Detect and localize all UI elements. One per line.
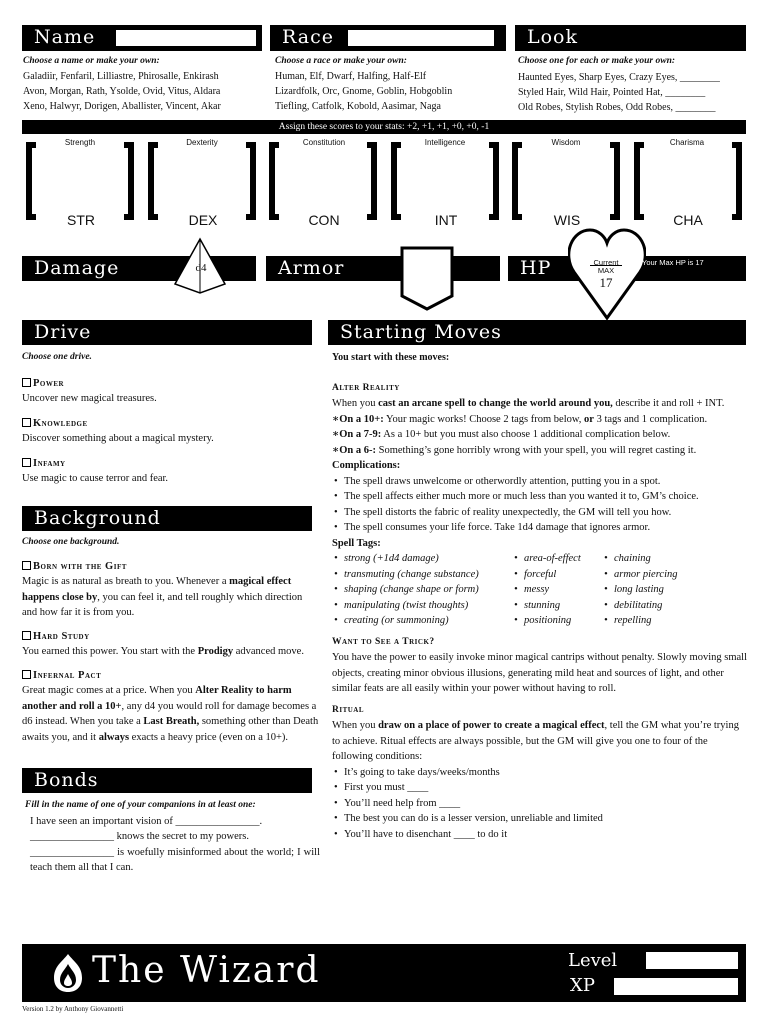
damage-label: Damage [34, 257, 120, 279]
background-title: Background [34, 507, 161, 529]
checkbox[interactable] [22, 561, 31, 570]
checkbox[interactable] [22, 631, 31, 640]
look-options [518, 70, 748, 115]
background-hint: Choose one background. [22, 537, 120, 547]
spell-tag: • shaping (change shape or form) [332, 582, 512, 598]
stat-bracket [508, 140, 624, 222]
move-alter-reality-title: Alter Reality [332, 382, 400, 393]
race-hint: Choose a race or make your own: [275, 56, 407, 66]
level-field[interactable] [646, 952, 738, 969]
look-label: Look [527, 26, 579, 48]
bonds-section [22, 798, 320, 876]
damage-die: d4 [195, 262, 207, 274]
assign-scores-text: Assign these scores to your stats: +2, +1, +1, +0, +0, -1 [278, 122, 490, 132]
spell-tags [332, 551, 748, 629]
spell-tag: • area-of-effect [512, 551, 602, 567]
name-option-line: Avon, Morgan, Rath, Ysolde, Ovid, Vitus, Aldara [23, 86, 221, 97]
drive-section [22, 350, 317, 487]
complication-item: • The spell consumes your life force. Take 1d4 damage that ignores armor. [332, 520, 748, 536]
background-option-born[interactable]: Born with the Gift [22, 559, 320, 575]
hp-label: HP [520, 257, 552, 279]
complications-list [332, 474, 748, 536]
name-label: Name [34, 26, 96, 48]
stat-bracket [387, 140, 503, 222]
drive-option-power[interactable]: Power [22, 376, 317, 392]
level-label: Level [568, 950, 618, 971]
ritual-condition: • First you must ____ [332, 780, 748, 796]
starting-moves-title: Starting Moves [340, 321, 502, 343]
drive-option-text: Use magic to cause terror and fear. [22, 473, 169, 484]
wizard-flame-icon [48, 952, 88, 994]
checkbox[interactable] [22, 458, 31, 467]
spell-tag: • armor piercing [602, 567, 732, 583]
armor-label: Armor [278, 257, 345, 279]
spell-tag: • long lasting [602, 582, 732, 598]
race-options [275, 69, 515, 114]
race-option-line: Tiefling, Catfolk, Kobold, Aasimar, Naga [275, 101, 441, 112]
stat-name-charisma: Charisma [669, 138, 705, 147]
drive-option-infamy[interactable]: Infamy [22, 456, 317, 472]
alter-hit10: ∗On a 10+: Your magic works! Choose 2 tags from below, or 3 tags and 1 complication. [332, 413, 708, 425]
drive-hint: Choose one drive. [22, 352, 92, 362]
checkbox[interactable] [22, 378, 31, 387]
starting-moves-bar [328, 320, 746, 345]
stat-name-wisdom: Wisdom [551, 138, 581, 147]
ritual-condition: • It’s going to take days/weeks/months [332, 765, 748, 781]
look-option-line: Styled Hair, Wild Hair, Pointed Hat, ________ [518, 87, 706, 98]
name-field[interactable] [116, 30, 256, 46]
background-study-text: You earned this power. You start with the Prodigy advanced move. [22, 646, 304, 657]
background-option-pact[interactable]: Infernal Pact [22, 668, 320, 684]
complication-item: • The spell draws unwelcome or otherwordly attention, putting you in a spot. [332, 474, 748, 490]
stat-name-intelligence: Intelligence [424, 138, 466, 147]
bonds-bar [22, 768, 312, 793]
xp-label: XP [570, 975, 595, 996]
spell-tag: • stunning [512, 598, 602, 614]
drive-option-knowledge[interactable]: Knowledge [22, 416, 317, 432]
look-hint: Choose one for each or make your own: [518, 56, 676, 66]
bonds-title: Bonds [34, 769, 99, 791]
stat-name-constitution: Constitution [302, 138, 346, 147]
ritual-condition: • You’ll need help from ____ [332, 796, 748, 812]
spell-tag: • transmuting (change substance) [332, 567, 512, 583]
background-option-study[interactable]: Hard Study [22, 629, 320, 645]
shield-icon[interactable] [399, 246, 455, 312]
complications-label: Complications: [332, 460, 401, 471]
name-option-line: Xeno, Halwyr, Dorigen, Aballister, Vincent, Akar [23, 101, 221, 112]
drive-option-text: Discover something about a magical mystery. [22, 433, 214, 444]
spell-tag: • forceful [512, 567, 602, 583]
look-bar [515, 25, 746, 51]
drive-option-text: Uncover new magical treasures. [22, 393, 157, 404]
background-pact-text: Great magic comes at a price. When you Alter Reality to harm another and roll a 10+, any d4 you would roll for damage becomes a d6 instead. When you take a Last Breath, something other than Death awaits you, and it always exacts a heavy price (even on a 10+). [22, 685, 319, 743]
stat-bracket [144, 140, 260, 222]
race-field[interactable] [348, 30, 494, 46]
drive-bar [22, 320, 312, 345]
stat-bracket [22, 140, 138, 222]
bonds-hint: Fill in the name of one of your companions in at least one: [25, 800, 256, 810]
spell-tags-col [602, 551, 732, 629]
version-note: Version 1.2 by Anthony Giovannetti [22, 1005, 124, 1013]
name-option-line: Galadiir, Fenfaril, Lilliastre, Phirosalle, Enkirash [23, 71, 219, 82]
race-option-line: Human, Elf, Dwarf, Halfing, Half-Elf [275, 71, 427, 82]
spell-tag: • strong (+1d4 damage) [332, 551, 512, 567]
name-bar [22, 25, 262, 51]
spell-tag: • repelling [602, 613, 732, 629]
bond-line[interactable]: ________________ knows the secret to my powers. [30, 831, 250, 842]
spell-tag: • debilitating [602, 598, 732, 614]
hp-max-label: MAX [597, 266, 615, 275]
moves-intro: You start with these moves: [332, 352, 450, 363]
complication-item: • The spell affects either much more or much less than you wanted it to, GM’s choice. [332, 489, 748, 505]
footer-bar [22, 944, 746, 1002]
bond-line[interactable]: ________________ is woefully misinformed about the world; I will teach them all that I can. [30, 846, 320, 873]
stat-dex[interactable]: DEX [188, 212, 218, 228]
stat-cha[interactable]: CHA [673, 212, 703, 228]
spell-tag: • chaining [602, 551, 732, 567]
class-title: The Wizard [92, 950, 321, 991]
race-bar [270, 25, 506, 51]
stat-name-strength: Strength [64, 138, 96, 147]
alter-hit7: ∗On a 7-9: As a 10+ but you must also choose 1 additional complication below. [332, 429, 671, 440]
stat-int[interactable]: INT [434, 212, 458, 228]
complication-item: • The spell distorts the fabric of reality unexpectedly, the GM will tell you how. [332, 505, 748, 521]
stat-bracket [630, 140, 746, 222]
alter-trigger: When you cast an arcane spell to change the world around you, describe it and roll + INT. [332, 398, 725, 409]
hp-max-note: Your Max HP is 17 [642, 258, 704, 267]
race-label: Race [282, 26, 334, 48]
bond-line[interactable]: I have seen an important vision of ________________. [30, 815, 263, 827]
stat-str[interactable]: STR [67, 212, 95, 228]
spell-tag: • manipulating (twist thoughts) [332, 598, 512, 614]
look-option-line: Old Robes, Stylish Robes, Odd Robes, ________ [518, 102, 716, 113]
drive-title: Drive [34, 321, 92, 343]
moves-section [332, 350, 748, 842]
spell-tags-col [332, 551, 512, 629]
ritual-text: When you draw on a place of power to create a magical effect, tell the GM what you’re trying to achieve. Ritual effects are always possible, but the GM will give you one to four of the following conditions: [332, 720, 739, 762]
ritual-conditions [332, 765, 748, 843]
stat-wis[interactable]: WIS [553, 212, 581, 228]
checkbox[interactable] [22, 418, 31, 427]
move-trick-text: You have the power to easily invoke minor magical cantrips without penalty. Slowly moving small objects, creating minor obvious illusions, generating mild heat and sources of light, and other similar feats are all easily within your power without having to roll. [332, 652, 747, 694]
ritual-condition: • You’ll have to disenchant ____ to do it [332, 827, 748, 843]
xp-field[interactable] [614, 978, 738, 995]
stat-bracket [265, 140, 381, 222]
spell-tag: • messy [512, 582, 602, 598]
spell-tags-col [512, 551, 602, 629]
ritual-condition: • The best you can do is a lesser version, unreliable and limited [332, 811, 748, 827]
race-option-line: Lizardfolk, Orc, Gnome, Goblin, Hobgoblin [275, 86, 453, 97]
name-options [23, 69, 268, 114]
stat-name-dexterity: Dexterity [186, 138, 218, 147]
stat-con[interactable]: CON [308, 212, 340, 228]
background-born-text: Magic is as natural as breath to you. Whenever a magical effect happens close by, you can feel it, and tell roughly which direction and how far it is from you. [22, 576, 303, 618]
checkbox[interactable] [22, 670, 31, 679]
spell-tags-label: Spell Tags: [332, 537, 381, 549]
spell-tag: • creating (or summoning) [332, 613, 512, 629]
look-option-line: Haunted Eyes, Sharp Eyes, Crazy Eyes, ________ [518, 72, 720, 83]
move-ritual-title: Ritual [332, 704, 365, 715]
background-bar [22, 506, 312, 531]
alter-miss: ∗On a 6-: Something’s gone horribly wrong with your spell, you will regret casting it. [332, 444, 697, 456]
name-hint: Choose a name or make your own: [23, 56, 160, 66]
armor-bar [266, 256, 500, 281]
hp-max-value: 17 [599, 275, 613, 290]
hp-current-label: Current [593, 258, 619, 267]
assign-scores-bar [22, 120, 746, 134]
spell-tag: • positioning [512, 613, 602, 629]
background-section [22, 535, 320, 745]
hp-max-line [590, 265, 622, 266]
move-trick-title: Want to See a Trick? [332, 636, 435, 647]
